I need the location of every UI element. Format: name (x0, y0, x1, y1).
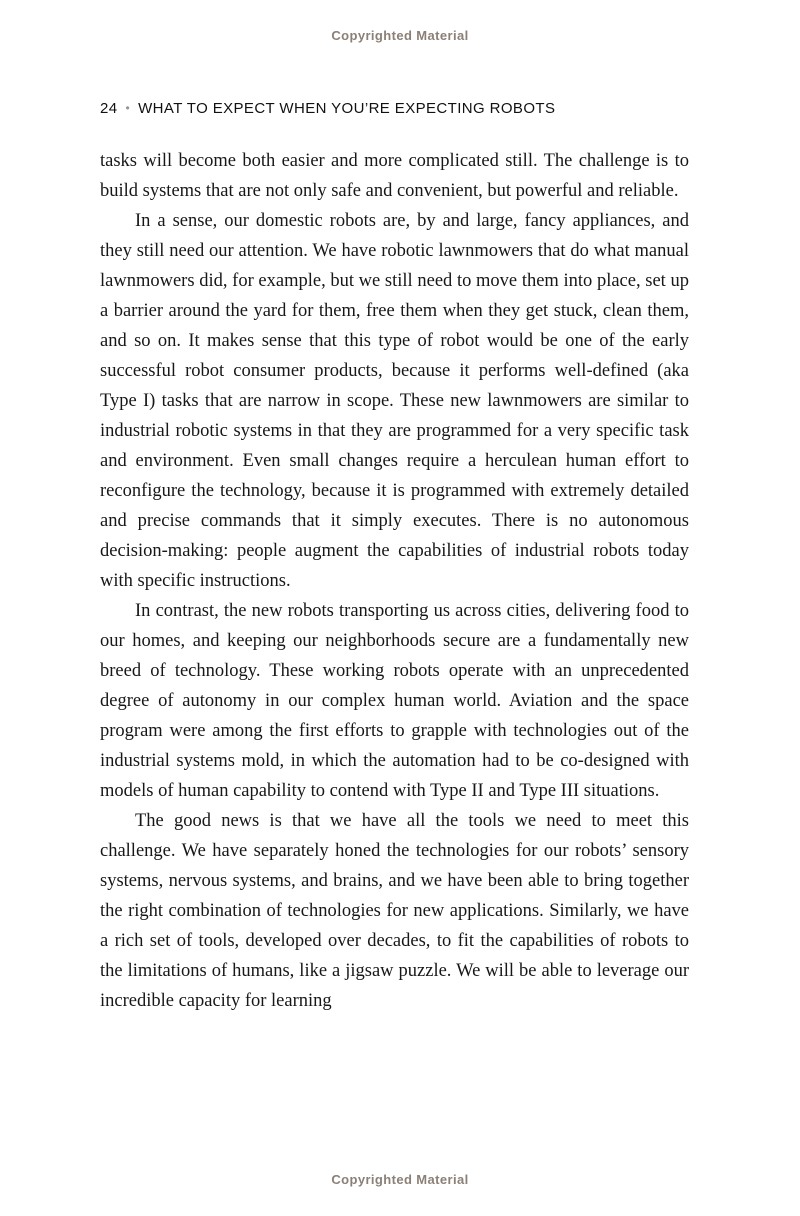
paragraph: tasks will become both easier and more complicated still. The challenge is to build systems that are not only safe and convenient, but powerful and reliable. (100, 151, 689, 201)
paragraph: In a sense, our domestic robots are, by and large, fancy appliances, and they still need our attention. We have robotic lawnmowers that do what manual lawnmowers did, for example, but we still need to move them into place, set up a barrier around the yard for them, free them when they get stuck, clean them, and so on. It makes sense that this type of robot would be one of the early successful robot consumer products, because it performs well-defined (aka Type I) tasks that are narrow in scope. These new lawnmowers are similar to industrial robotic systems in that they are programmed for a very specific task and environment. Even small changes require a herculean human effort to reconfigure the technology, because it is programmed with extremely detailed and precise commands that it simply executes. There is no autonomous decision-making: people augment the capabilities of industrial robots today with specific instructions. (100, 211, 689, 591)
copyright-notice-top: Copyrighted Material (331, 28, 469, 43)
paragraph: The good news is that we have all the tools we need to meet this challenge. We have separately honed the technologies for our robots’ sensory systems, nervous systems, and brains, and we have been able to bring together the right combination of technologies for new applications. Similarly, we have a rich set of tools, developed over decades, to fit the capabilities of robots to the limitations of humans, like a jigsaw puzzle. We will be able to leverage our incredible capacity for learning (100, 811, 689, 1011)
page-number: 24 (100, 100, 118, 117)
header-bullet-separator: • (125, 101, 131, 115)
copyright-notice-bottom: Copyrighted Material (331, 1172, 469, 1187)
running-title: WHAT TO EXPECT WHEN YOU’RE EXPECTING ROBOTS (138, 100, 556, 117)
body-text-block (100, 146, 689, 1016)
paragraph: In contrast, the new robots transporting us across cities, delivering food to our homes, and keeping our neighborhoods secure are a fundamentally new breed of technology. These working robots operate with an unprecedented degree of autonomy in our complex human world. Aviation and the space program were among the first efforts to grapple with technologies out of the industrial systems mold, in which the automation had to be co-designed with models of human capability to contend with Type II and Type III situations. (100, 601, 689, 801)
running-header (100, 100, 555, 117)
